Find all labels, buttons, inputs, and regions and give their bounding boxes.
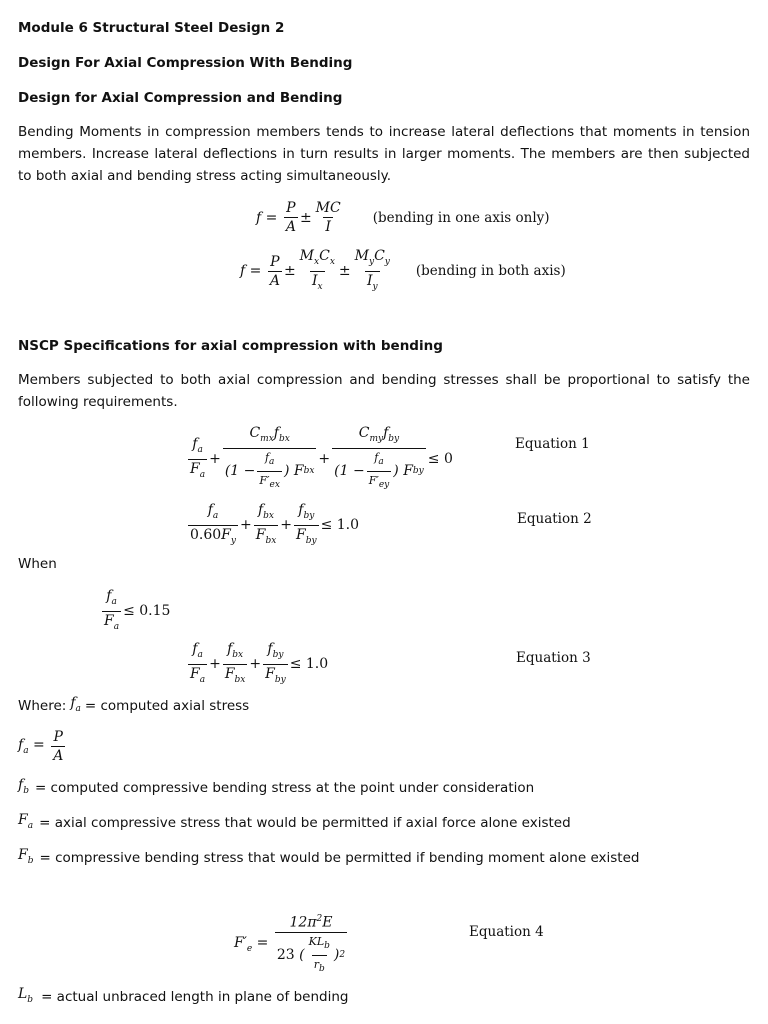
fb-definition-line: $f_b$ = computed compressive bending stress at the point under consideration: [18, 774, 534, 802]
equation-4-label: Equation 4: [469, 924, 544, 940]
fa-formula: $f_a$ = $\frac{P}{A}$: [18, 729, 64, 764]
nscp-paragraph: Members subjected to both axial compression and bending stresses shall be proportional to satisfy the following requirements.: [18, 372, 750, 410]
Fb-definition: = compressive bending stress that would be permitted if bending moment alone existed: [39, 849, 640, 866]
formula-one-axis: f = $\frac{P}{A}$ ± $\frac{MC}{I}$ (bending in one axis only): [256, 200, 550, 235]
formula-both-axis: f = $\frac{P}{A}$ ± $\frac{M_xC_x}{I_x}$ ± $\frac{M_yC_y}{I_y}$ (bending in both axis): [240, 247, 566, 296]
nscp-heading: NSCP Specifications for axial compression with bending: [18, 338, 443, 354]
fa-definition: = computed axial stress: [84, 697, 250, 714]
equation-2-formula: $\frac{f_a}{0.60F_y}$ + $\frac{f_{bx}}{F_{bx}}$ + $\frac{f_{by}}{F_{by}}$ ≤ 1.0: [186, 501, 359, 550]
equation-1-label: Equation 1: [515, 436, 590, 452]
fb-definition: = computed compressive bending stress at the point under consideration: [34, 779, 535, 796]
formula-one-axis-note: (bending in one axis only): [372, 209, 550, 226]
formula-both-axis-note: (bending in both axis): [415, 263, 566, 280]
intro-paragraph: Bending Moments in compression members tends to increase lateral deflections that moments in tension members. Increase lateral deflections in turn results in larger moments. The members are then subjected to both axial and bending stress acting simultaneously.: [18, 124, 750, 184]
equation-4-formula: $F'_e$ = $12\pi^2E$ 23 ( $\frac{KL_b}{r_b}$ ) 2: [234, 910, 349, 978]
Fa-definition: = axial compressive stress that would be permitted if axial force alone existed: [39, 814, 571, 831]
Lb-definition: = actual unbraced length in plane of bending: [41, 988, 349, 1005]
Fa-definition-line: $F_a$ = axial compressive stress that would be permitted if axial force alone existed: [18, 809, 571, 837]
when-label: When: [18, 556, 57, 572]
where-label: Where:: [18, 697, 67, 714]
section-heading-1: Design For Axial Compression With Bending: [18, 55, 353, 71]
Fb-definition-line: $F_b$ = compressive bending stress that would be permitted if bending moment alone existed: [18, 844, 639, 872]
equation-1-formula: $\frac{f_a}{F_a}$ + $C_{mx}f_{bx}$ (1 − $\frac{f_a}{F'_{ex}}$ ) F bx + $C_{my}f_{by}$ (1 − $\frac{f_a}{F'_{ey}}$ ) F by ≤ 0: [186, 424, 453, 494]
equation-2-label: Equation 2: [517, 511, 592, 527]
when-condition: $\frac{f_a}{F_a}$ ≤ 0.15: [100, 587, 170, 636]
equation-3-formula: $\frac{f_a}{F_a}$ + $\frac{f_{bx}}{F_{bx}}$ + $\frac{f_{by}}{F_{by}}$ ≤ 1.0: [186, 640, 328, 689]
equation-3-label: Equation 3: [516, 650, 591, 666]
section-heading-2: Design for Axial Compression and Bending: [18, 90, 343, 106]
module-title: Module 6 Structural Steel Design 2: [18, 20, 285, 36]
where-fa-line: Where: $f_a$ = computed axial stress: [18, 692, 249, 720]
Lb-definition-line: $L_b$ = actual unbraced length in plane of bending: [18, 983, 348, 1011]
